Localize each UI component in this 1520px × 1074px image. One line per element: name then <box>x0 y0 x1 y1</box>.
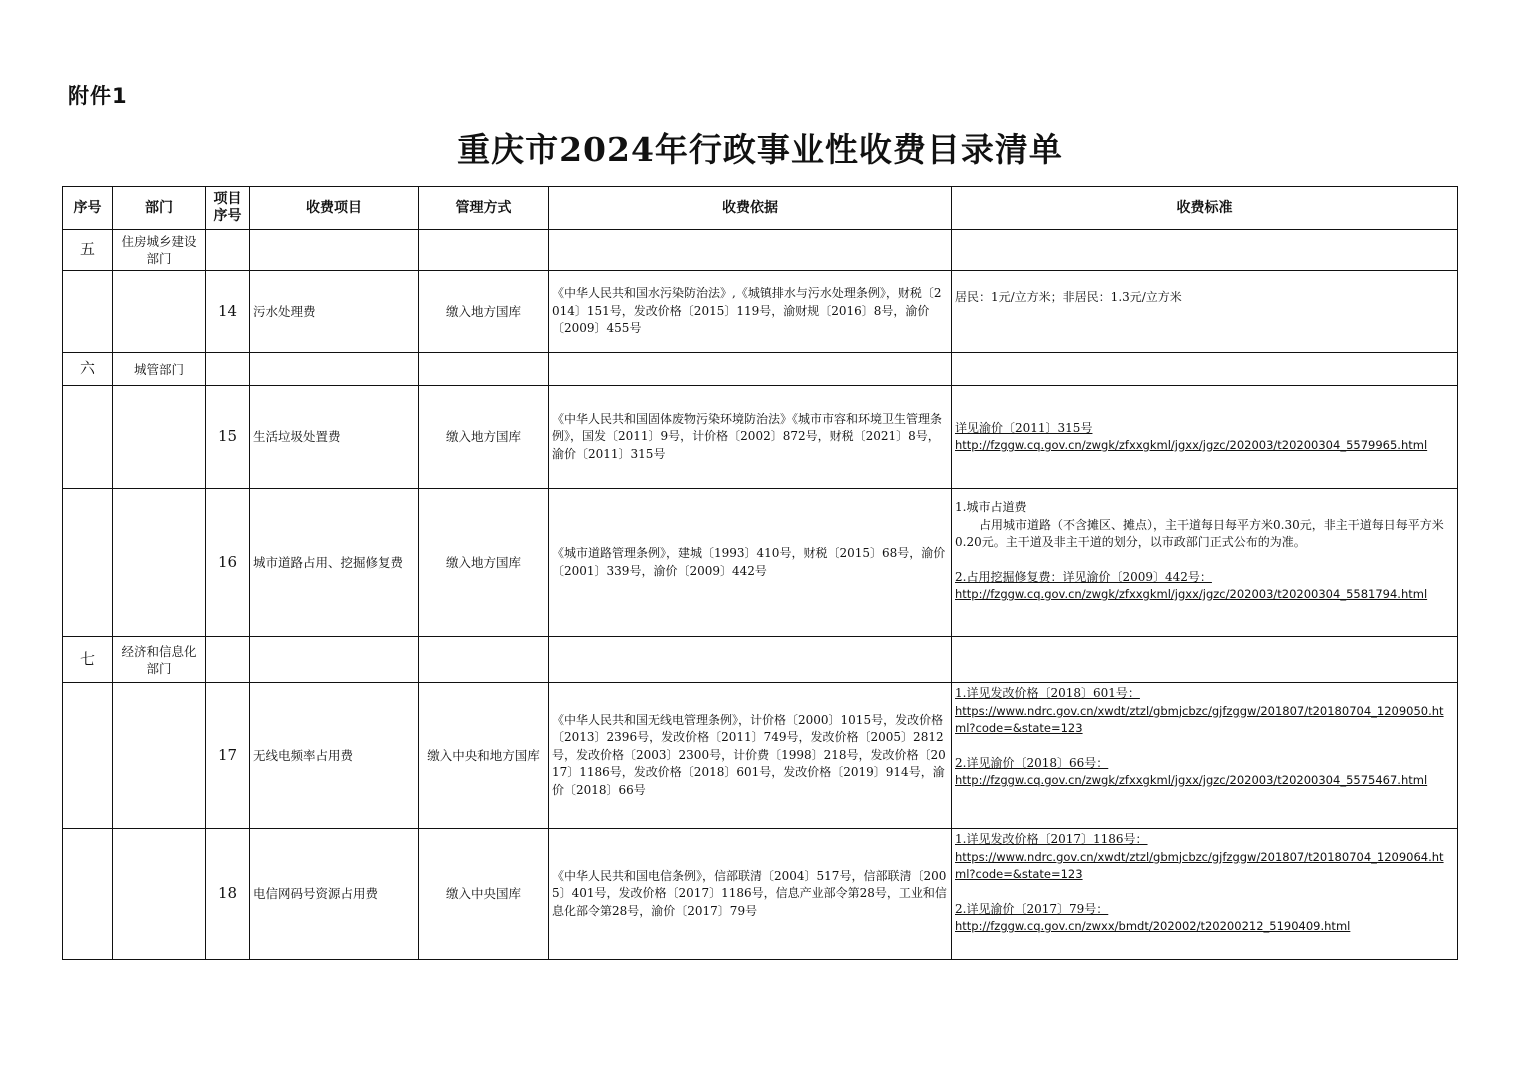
management-method: 缴入中央和地方国库 <box>419 683 549 829</box>
standard-reference: 2.详见渝价〔2017〕79号： <box>955 901 1109 916</box>
item-no: 17 <box>206 683 250 829</box>
section-dept: 住房城乡建设部门 <box>113 230 206 271</box>
header-item-no <box>206 187 250 230</box>
fee-basis: 《中华人民共和国固体废物污染环境防治法》《城市市容和环境卫生管理条例》，国发〔2011〕9号，计价格〔2002〕872号，财税〔2021〕8号，渝价〔2011〕315号 <box>549 386 952 489</box>
section-dept: 经济和信息化部门 <box>113 637 206 683</box>
item-no: 16 <box>206 489 250 637</box>
table-row <box>63 489 1458 637</box>
section-row <box>63 637 1458 683</box>
standard-link[interactable]: https://www.ndrc.gov.cn/xwdt/ztzl/gbmjcbzc/gjfzggw/201807/t20180704_1209050.html?code=&state=123 <box>955 703 1444 735</box>
standard-link[interactable]: http://fzggw.cq.gov.cn/zwgk/zfxxgkml/jgxx/jgzc/202003/t20200304_5581794.html <box>955 587 1428 601</box>
standard-link[interactable]: https://www.ndrc.gov.cn/xwdt/ztzl/gbmjcbzc/gjfzggw/201807/t20180704_1209064.html?code=&state=123 <box>955 849 1444 881</box>
attachment-label: 附件1 <box>68 84 128 108</box>
standard-link[interactable]: http://fzggw.cq.gov.cn/zwxx/bmdt/202002/t20200212_5190409.html <box>955 919 1351 933</box>
fee-standard <box>952 386 1458 489</box>
header-row <box>63 187 1458 230</box>
section-seq: 七 <box>63 637 113 683</box>
standard-text: 居民：1元/立方米；非居民：1.3元/立方米 <box>955 290 1182 304</box>
header-basis: 收费依据 <box>549 187 952 230</box>
section-seq: 五 <box>63 230 113 271</box>
standard-reference: 2.详见渝价〔2018〕66号： <box>955 755 1109 770</box>
standard-reference: 2.占用挖掘修复费：详见渝价〔2009〕442号： <box>955 569 1212 584</box>
fee-basis: 《中华人民共和国水污染防治法》,《城镇排水与污水处理条例》，财税〔2014〕151号，发改价格〔2015〕119号，渝财规〔2016〕8号，渝价〔2009〕455号 <box>549 271 952 353</box>
section-seq: 六 <box>63 353 113 386</box>
header-dept: 部门 <box>113 187 206 230</box>
standard-text: 占用城市道路（不含摊区、摊点），主干道每日每平方米0.30元，非主干道每日每平方米0.20元。主干道及非主干道的划分，以市政部门正式公布的为准。 <box>955 517 1444 549</box>
header-seq: 序号 <box>63 187 113 230</box>
page-title: 重庆市2024年行政事业性收费目录清单 <box>457 130 1063 169</box>
fee-standard <box>952 829 1458 960</box>
standard-heading: 1.城市占道费 <box>955 500 1027 514</box>
table-row <box>63 829 1458 960</box>
fee-basis: 《中华人民共和国无线电管理条例》，计价格〔2000〕1015号，发改价格〔2013〕2396号，发改价格〔2011〕749号，发改价格〔2005〕2812号，发改价格〔2003〕2300号，计价费〔1998〕218号，发改价格〔2017〕1186号，发改价格〔2018〕601号，发改价格〔2019〕914号，渝价〔2018〕66号 <box>549 683 952 829</box>
section-row <box>63 353 1458 386</box>
item-name: 污水处理费 <box>250 271 419 353</box>
header-item-no-line2: 序号 <box>213 208 242 224</box>
management-method: 缴入中央国库 <box>419 829 549 960</box>
item-no: 14 <box>206 271 250 353</box>
item-no: 18 <box>206 829 250 960</box>
fee-standard <box>952 683 1458 829</box>
standard-reference: 1.详见发改价格〔2018〕601号： <box>955 686 1140 700</box>
header-standard: 收费标准 <box>952 187 1458 230</box>
standard-reference: 1.详见发改价格〔2017〕1186号： <box>955 832 1148 846</box>
item-no: 15 <box>206 386 250 489</box>
standard-link[interactable]: http://fzggw.cq.gov.cn/zwgk/zfxxgkml/jgxx/jgzc/202003/t20200304_5579965.html <box>955 438 1428 452</box>
management-method: 缴入地方国库 <box>419 271 549 353</box>
item-name: 城市道路占用、挖掘修复费 <box>250 489 419 637</box>
management-method: 缴入地方国库 <box>419 489 549 637</box>
fee-catalog-table <box>62 186 1458 960</box>
fee-basis: 《中华人民共和国电信条例》，信部联清〔2004〕517号，信部联清〔2005〕401号，发改价格〔2017〕1186号，信息产业部令第28号，工业和信息化部令第28号，渝价〔2017〕79号 <box>549 829 952 960</box>
fee-standard <box>952 271 1458 353</box>
standard-link[interactable]: http://fzggw.cq.gov.cn/zwgk/zfxxgkml/jgxx/jgzc/202003/t20200304_5575467.html <box>955 773 1428 787</box>
table-row <box>63 271 1458 353</box>
management-method: 缴入地方国库 <box>419 386 549 489</box>
header-item: 收费项目 <box>250 187 419 230</box>
section-dept: 城管部门 <box>113 353 206 386</box>
item-name: 电信网码号资源占用费 <box>250 829 419 960</box>
fee-basis: 《城市道路管理条例》，建城〔1993〕410号，财税〔2015〕68号，渝价〔2001〕339号，渝价〔2009〕442号 <box>549 489 952 637</box>
header-mgmt: 管理方式 <box>419 187 549 230</box>
header-item-no-line1: 项目 <box>213 191 242 207</box>
item-name: 生活垃圾处置费 <box>250 386 419 489</box>
fee-standard <box>952 489 1458 637</box>
table-row <box>63 683 1458 829</box>
table-row <box>63 386 1458 489</box>
standard-reference: 详见渝价〔2011〕315号 <box>955 420 1093 435</box>
section-row <box>63 230 1458 271</box>
item-name: 无线电频率占用费 <box>250 683 419 829</box>
